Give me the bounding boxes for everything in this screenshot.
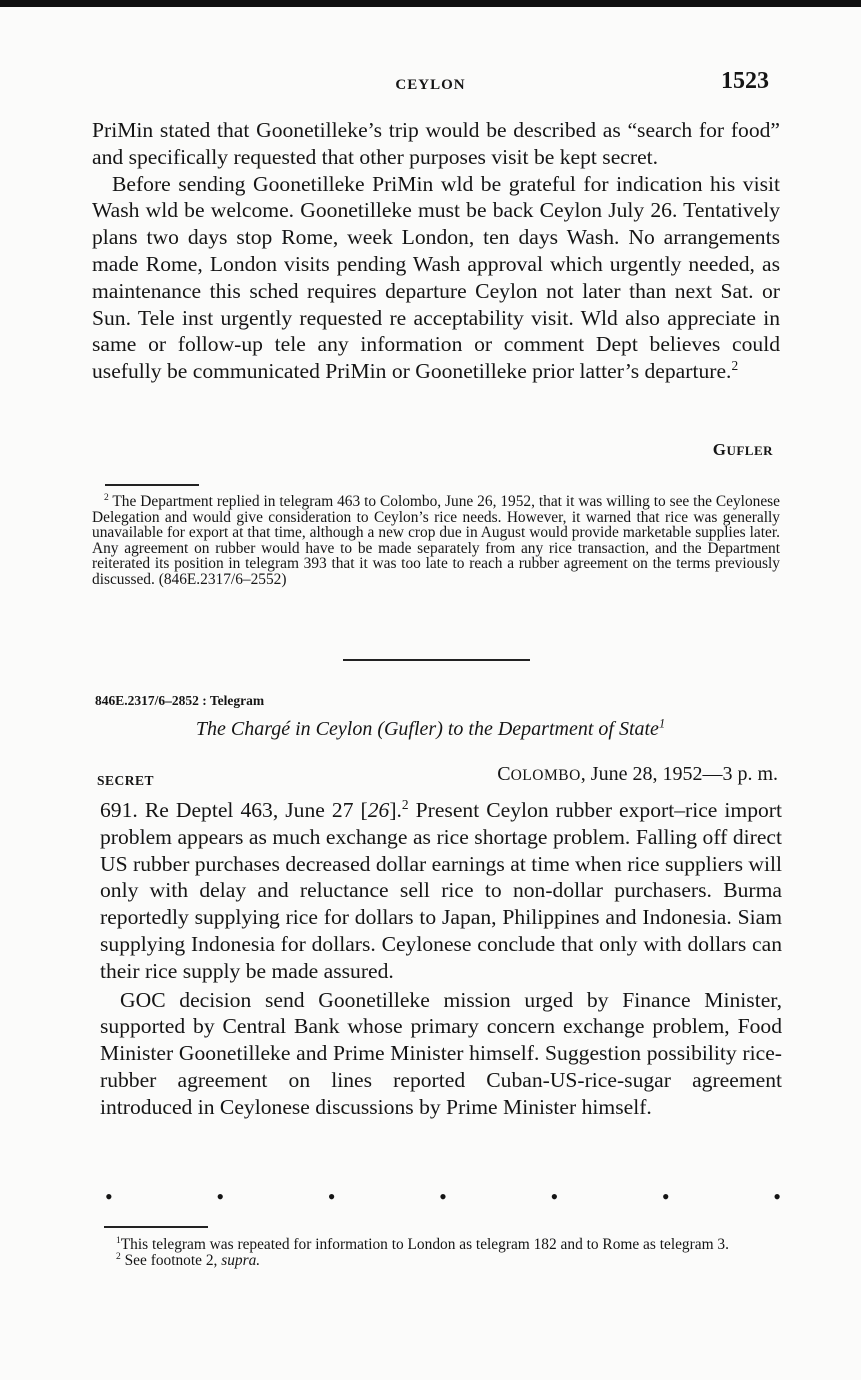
footnote-mark: 2 [104, 491, 109, 503]
dateline: COLOMBO, June 28, 1952—3 p. m. [497, 763, 778, 785]
section-divider [343, 659, 530, 661]
paragraph: PriMin stated that Goonetilleke’s trip would be described as “search for food” and specifically requested that other purposes visit be kept secret. [92, 118, 780, 169]
footnote-text: The Department replied in telegram 463 to Colombo, June 26, 1952, that it was willing to see the Ceylonese Delegation and would give consideration to Ceylon’s rice needs. However, it warned that rice was generally unavailable for export at that time, although a new crop due in August would provide marketable supplies later. Any agreement on rubber would have to be made separately from any rice transaction, and the Department reiterated its position in telegram 393 that it was too late to reach a rubber agreement on the terms previously discussed. (846E.2317/6–2552) [92, 493, 780, 588]
footnote-mark: 1 [658, 716, 666, 731]
telegram-body [100, 797, 782, 1121]
footnote-divider [105, 484, 199, 486]
paragraph: GOC decision send Goonetilleke mission urged by Finance Minister, supported by Central Bank whose primary concern exchange problem, Food Minister Goonetilleke and Prime Minister himself. Suggestion possibility rice-rubber agreement on lines reported Cuban-US-rice-sugar agreement introduced in Ceylonese discussions by Prime Minister himself. [100, 987, 782, 1119]
page-top-border [0, 0, 861, 7]
classification: SECRET [97, 773, 155, 788]
running-header: CEYLON [395, 77, 466, 93]
footnote-mark: 2 [731, 357, 739, 373]
top-body [92, 117, 780, 385]
footnote-divider [104, 1226, 208, 1228]
omission-marker: • • • • • • • [105, 1184, 781, 1209]
footnote: $^1$This telegram was repeated for information to London as telegram 182 and to Rome as telegram 3. [116, 1234, 729, 1253]
document-reference: 846E.2317/6–2852 : Telegram [95, 693, 265, 708]
footnote-mark: 2 [401, 796, 409, 812]
paragraph [92, 171, 780, 385]
footnote: $^2$ See footnote 2, supra. [116, 1250, 261, 1269]
paragraph-text: Before sending Goonetilleke PriMin wld be grateful for indication his visit Wash wld be welcome. Goonetilleke must be back Ceylon July 26. Tentatively plans two days stop Rome, week London, ten days Wash. No arrangements made Rome, London visits pending Wash approval which urgently needed, as maintenance this sched requires departure Ceylon not later than next Sat. or Sun. Tele inst urgently requested re acceptability visit. Wld also appreciate in same or follow-up tele any information or comment Dept believes could usefully be communicated PriMin or Goonetilleke prior latter’s departure. [92, 171, 780, 384]
footnote [92, 491, 780, 588]
page-number: 1523 [721, 68, 769, 94]
footnotes [104, 1234, 786, 1269]
signature: GUFLER [712, 440, 773, 459]
paragraph: 691. Re Deptel 463, June 27 [26].$^2$ Present Ceylon rubber export–rice import problem appears as much exchange as rice shortage problem. Falling off direct US rubber purchases decreased dollar earnings at time when rice suppliers will only with delay and reluctance sell rice to non-dollar purchasers. Burma reportedly supplying rice for dollars to Japan, Philippines and Indonesia. Siam supplying Indonesia for dollars. Ceylonese conclude that only with dollars can their rice supply be made assured. [100, 796, 782, 983]
document-title: The Chargé in Ceylon (Gufler) to the Department of State$^1$ [195, 716, 666, 740]
